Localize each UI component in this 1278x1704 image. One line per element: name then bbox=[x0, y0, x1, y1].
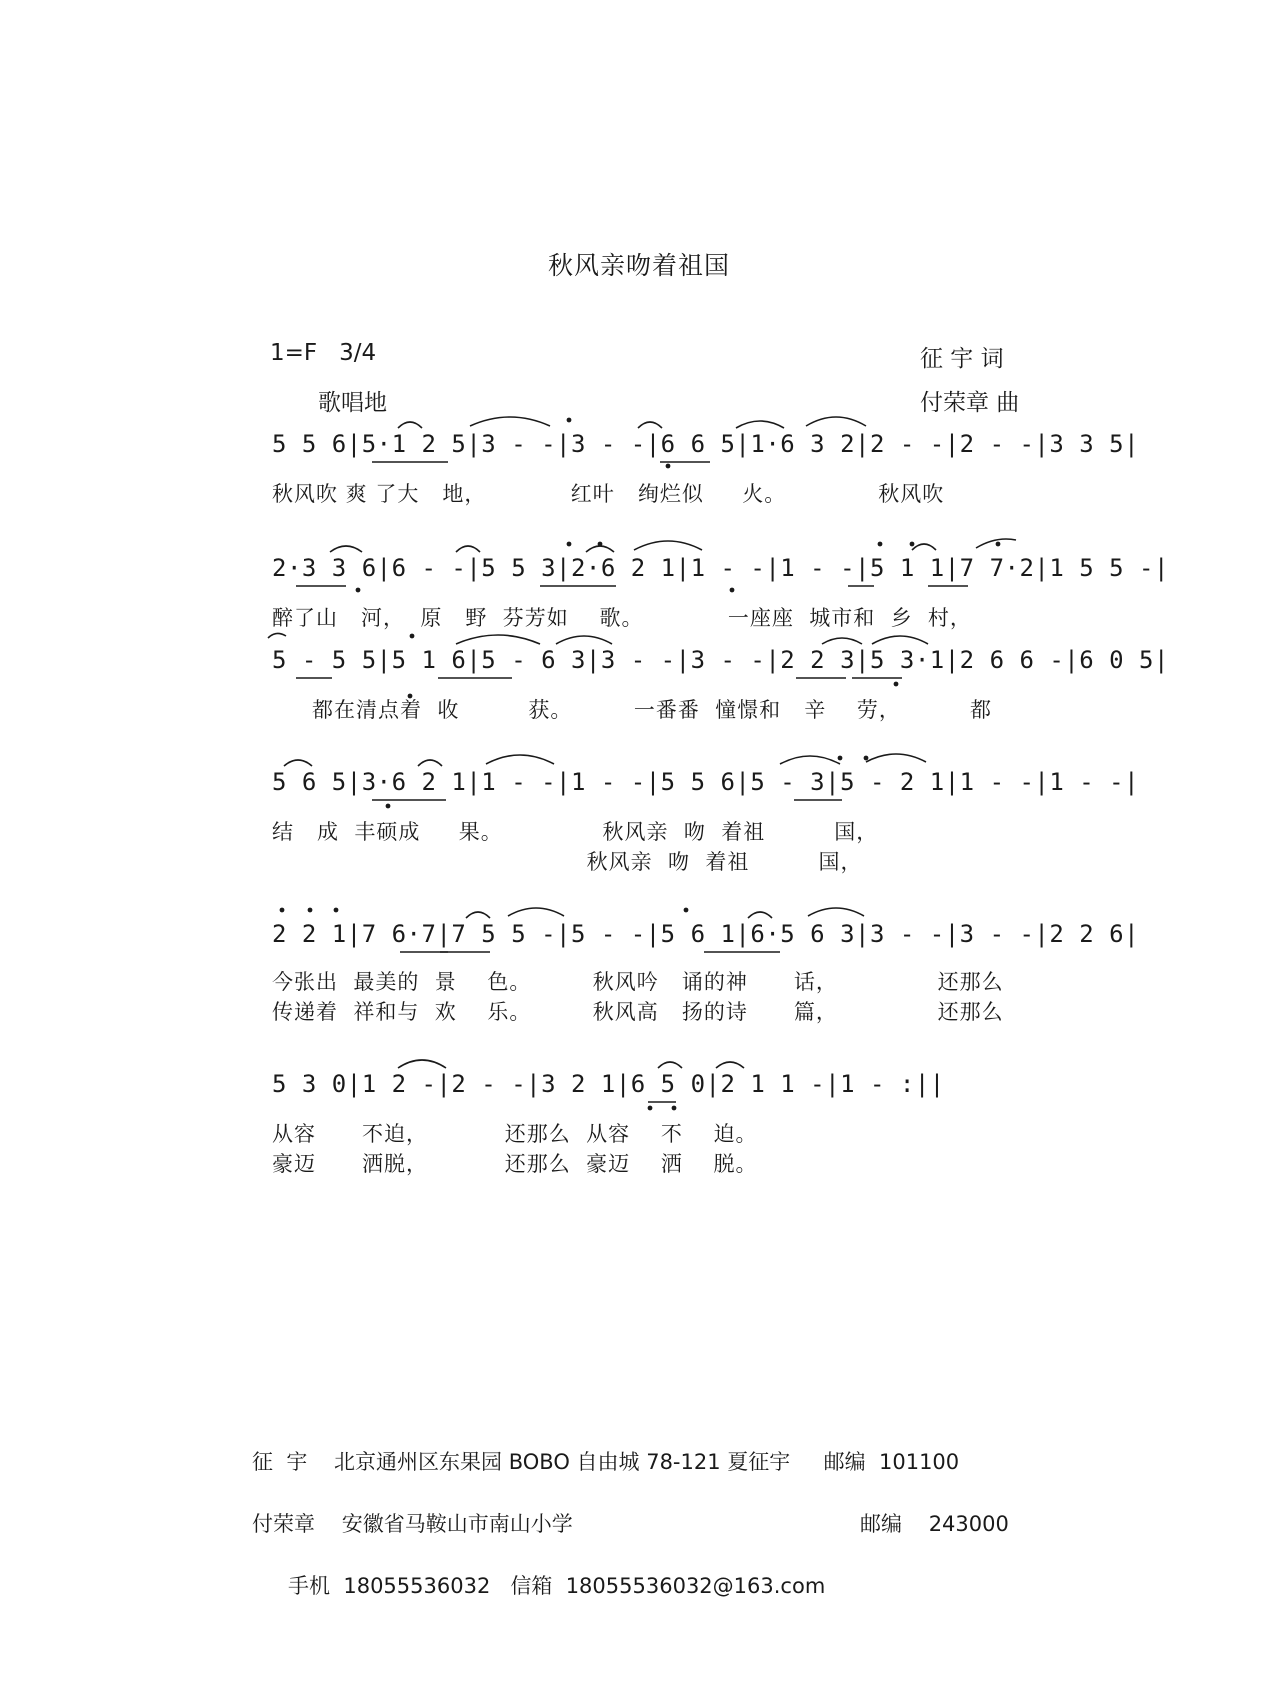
lyric-line-4b: 秋风亲 吻 着祖 国， bbox=[272, 850, 863, 874]
lyric-line-3: 都在清点着 收 获。 一番番 憧憬和 辛 劳， 都 bbox=[312, 698, 992, 722]
slur bbox=[808, 908, 864, 916]
slur bbox=[736, 421, 784, 428]
notation-line-4: 5 6 5|3·6 2 1|1 - -|1 - -|5 5 6|5 - 3|5 - 2 1|1 - -|1 - -| bbox=[272, 768, 1140, 796]
octave-dot bbox=[567, 542, 572, 547]
slur bbox=[456, 546, 480, 552]
lyric-line-4a: 结 成 丰硕成 果。 秋风亲 吻 着祖 国， bbox=[272, 820, 879, 844]
notation-line-2: 2·3 3 6|6 - -|5 5 3|2·6 2 1|1 - -|1 - -|5 1 1|7 7·2|1 5 5 -| bbox=[272, 554, 1169, 582]
octave-dot bbox=[838, 756, 843, 761]
slur bbox=[418, 760, 442, 766]
slur bbox=[456, 635, 540, 644]
slur bbox=[398, 1060, 446, 1068]
slur bbox=[912, 544, 936, 550]
footer-address-lyricist: 征 宇 北京通州区东果园 BOBO 自由城 78-121 夏征宇 邮编 101100 bbox=[252, 1450, 960, 1474]
octave-dot bbox=[878, 542, 883, 547]
lyric-line-5b: 传递着 祥和与 欢 乐。 秋风高 扬的诗 篇， 还那么 bbox=[272, 1000, 1004, 1024]
slur bbox=[634, 541, 702, 550]
slur bbox=[284, 760, 312, 766]
slur bbox=[466, 912, 490, 918]
octave-dot bbox=[894, 682, 899, 687]
octave-dot bbox=[996, 542, 1001, 547]
composer-credit: 付荣章 曲 bbox=[920, 390, 1020, 416]
octave-dot bbox=[598, 542, 603, 547]
tempo-mark: 歌唱地 bbox=[318, 390, 387, 416]
slur bbox=[638, 422, 662, 428]
slur bbox=[330, 546, 362, 552]
lyric-line-5a: 今张出 最美的 景 色。 秋风吟 诵的神 话， 还那么 bbox=[272, 970, 1004, 994]
octave-dot bbox=[334, 908, 339, 913]
slur bbox=[716, 1062, 744, 1068]
octave-dot bbox=[864, 756, 869, 761]
octave-dot bbox=[386, 804, 391, 809]
slur bbox=[806, 417, 866, 426]
octave-dot bbox=[910, 542, 915, 547]
slur bbox=[748, 912, 772, 918]
slur bbox=[398, 422, 422, 428]
slur bbox=[486, 755, 554, 764]
octave-dot bbox=[356, 588, 361, 593]
slur bbox=[780, 756, 840, 764]
lyric-line-2: 醉了山 河， 原 野 芬芳如 歌。 一座座 城市和 乡 村， bbox=[272, 606, 972, 630]
slur bbox=[658, 1062, 682, 1068]
key-time-signature: 1=F 3/4 bbox=[270, 340, 377, 366]
lyric-line-1: 秋风吹 爽 了大 地， 红叶 绚烂似 火。 秋风吹 bbox=[272, 482, 945, 506]
slur bbox=[470, 417, 550, 426]
octave-dot bbox=[666, 464, 671, 469]
octave-dot bbox=[308, 908, 313, 913]
notation-line-1: 5 5 6|5·1 2 5|3 - -|3 - -|6 6 5|1·6 3 2|2 - -|2 - -|3 3 5| bbox=[272, 430, 1140, 458]
footer-contact: 手机 18055536032 信箱 18055536032@163.com bbox=[288, 1574, 826, 1598]
footer-postcode-composer: 邮编 243000 bbox=[860, 1512, 1009, 1536]
octave-dot bbox=[648, 1106, 653, 1111]
slur bbox=[556, 636, 612, 644]
notation-line-6: 5 3 0|1 2 -|2 - -|3 2 1|6 5 0|2 1 1 -|1 - :|| bbox=[272, 1070, 945, 1098]
octave-dot bbox=[410, 634, 415, 639]
octave-dot bbox=[280, 908, 285, 913]
octave-dot bbox=[672, 1106, 677, 1111]
slur bbox=[822, 638, 862, 644]
lyric-line-6a: 从容 不迫， 还那么 从容 不 迫。 bbox=[272, 1122, 758, 1146]
page-title: 秋风亲吻着祖国 bbox=[547, 251, 730, 280]
slur bbox=[872, 636, 928, 644]
notation-line-3: 5 - 5 5|5 1 6|5 - 6 3|3 - -|3 - -|2 2 3|5 3·1|2 6 6 -|6 0 5| bbox=[272, 646, 1169, 674]
notation-line-5: 2 2 1|7 6·7|7 5 5 -|5 - -|5 6 1|6·5 6 3|3 - -|3 - -|2 2 6| bbox=[272, 920, 1140, 948]
octave-dot bbox=[684, 908, 689, 913]
octave-dot bbox=[567, 418, 572, 423]
lyric-line-6b: 豪迈 洒脱， 还那么 豪迈 洒 脱。 bbox=[272, 1152, 758, 1176]
slur bbox=[508, 908, 564, 916]
slur bbox=[268, 633, 286, 638]
slur bbox=[586, 546, 614, 552]
lyricist-credit: 征 宇 词 bbox=[920, 346, 1004, 372]
octave-dot bbox=[730, 588, 735, 593]
slur bbox=[866, 754, 926, 762]
slur bbox=[976, 539, 1016, 548]
footer-address-composer: 付荣章 安徽省马鞍山市南山小学 bbox=[252, 1512, 573, 1536]
